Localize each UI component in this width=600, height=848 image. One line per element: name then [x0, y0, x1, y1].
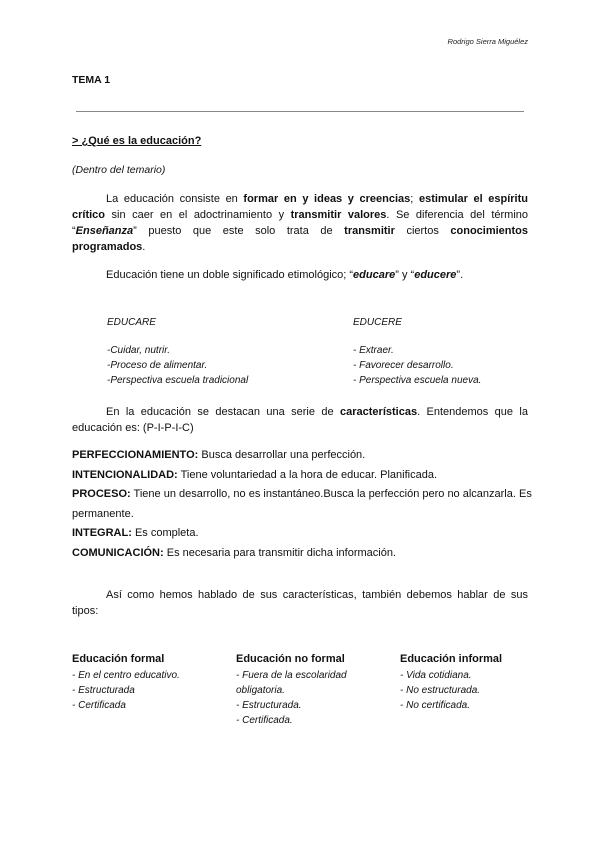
definition-paragraph: La educación consiste en formar en y ideas y creencias; estimular el espíritu crítico sin caer en el adoctrinamiento y transmitir valores. Se diferencia del término “Enseñanza” puesto que este solo trata de transmitir ciertos conocimientos programados. — [72, 193, 529, 253]
characteristics-paragraph: En la educación se destacan una serie de características. Entendemos que la educación es: (P-I-P-I-C) — [72, 406, 528, 434]
types-intro-paragraph: Así como hemos hablado de sus características, también debemos hablar de sus tipos: — [72, 589, 528, 617]
educare-heading: EDUCARE — [107, 317, 156, 328]
list-item: - Estructurada — [72, 685, 135, 696]
list-item: -Perspectiva escuela tradicional — [107, 375, 249, 386]
list-item: -Cuidar, nutrir. — [107, 345, 170, 356]
list-item: - Perspectiva escuela nueva. — [353, 375, 482, 386]
type-heading: Educación informal — [400, 653, 503, 665]
page-title: TEMA 1 — [72, 74, 111, 86]
list-item: - Fuera de la escolaridad obligatoria. — [236, 670, 347, 696]
list-item: - Certificada — [72, 700, 126, 711]
educere-heading: EDUCERE — [353, 317, 402, 328]
list-item: - Estructurada. — [236, 700, 302, 711]
feature-item: INTEGRAL: Es completa. — [72, 527, 199, 539]
section-note: (Dentro del temario) — [72, 164, 166, 176]
type-informal-column — [400, 652, 540, 713]
list-item: - No certificada. — [400, 700, 471, 711]
features-list — [72, 446, 532, 563]
type-heading: Educación formal — [72, 653, 165, 665]
list-item: -Proceso de alimentar. — [107, 360, 208, 371]
list-item: - Certificada. — [236, 715, 293, 726]
educere-column — [353, 315, 481, 388]
feature-item: PROCESO: Tiene un desarrollo, no es instantáneo.Busca la perfección pero no alcanzarla. Es permanente. — [72, 488, 532, 520]
type-non-formal-column — [236, 652, 381, 728]
list-item: - Vida cotidiana. — [400, 670, 472, 681]
feature-item: INTENCIONALIDAD: Tiene voluntariedad a la hora de educar. Planificada. — [72, 468, 438, 481]
divider — [76, 111, 524, 112]
feature-item: PERFECCIONAMIENTO: Busca desarrollar una perfección. — [72, 449, 366, 461]
feature-item: COMUNICACIÓN: Es necesaria para transmitir dicha información. — [72, 546, 396, 559]
educare-column — [107, 315, 248, 388]
author-header: Rodrigo Sierra Miguélez — [447, 37, 528, 46]
type-formal-column — [72, 652, 222, 713]
list-item: - En el centro educativo. — [72, 670, 180, 681]
section-heading: > ¿Qué es la educación? — [72, 135, 202, 147]
list-item: - No estructurada. — [400, 685, 481, 696]
etymology-paragraph: Educación tiene un doble significado etimológico; “educare” y “educere”. — [106, 269, 464, 281]
list-item: - Favorecer desarrollo. — [353, 360, 454, 371]
type-heading: Educación no formal — [236, 653, 345, 665]
list-item: - Extraer. — [353, 345, 394, 356]
